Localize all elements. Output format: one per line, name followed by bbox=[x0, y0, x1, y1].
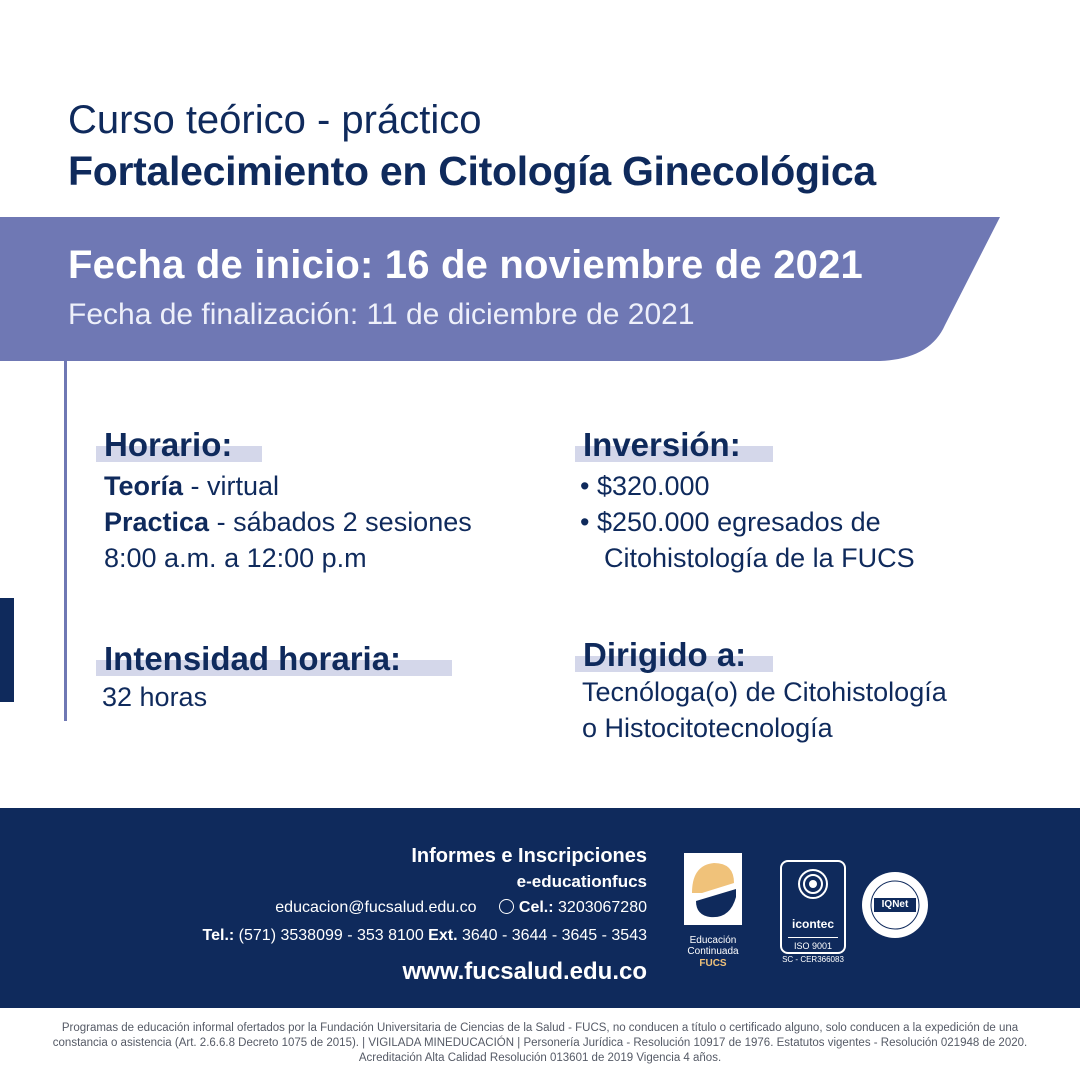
website-link[interactable]: www.fucsalud.edu.co bbox=[402, 958, 647, 985]
ext-numbers: 3640 - 3644 - 3645 - 3543 bbox=[461, 927, 647, 944]
price-item: • $250.000 egresados de bbox=[580, 507, 881, 537]
price-item: • $320.000 bbox=[580, 471, 710, 501]
date-banner bbox=[0, 217, 1000, 361]
iqnet-label: IQNet bbox=[881, 899, 909, 910]
whatsapp-icon bbox=[499, 899, 514, 914]
left-accent-bar bbox=[0, 598, 14, 702]
ec-label: Educación bbox=[689, 935, 737, 946]
ec-label: Continuada bbox=[687, 946, 739, 957]
tel-number[interactable]: (571) 3538099 - 353 8100 bbox=[238, 927, 424, 944]
iqnet-logo bbox=[860, 870, 930, 940]
intensidad-heading: Intensidad horaria: bbox=[104, 640, 401, 678]
icontec-label: icontec bbox=[791, 917, 834, 931]
course-title-block bbox=[68, 96, 876, 198]
start-date: Fecha de inicio: 16 de noviembre de 2021 bbox=[68, 243, 863, 287]
icontec-icon bbox=[782, 862, 844, 912]
contact-email-line bbox=[203, 894, 647, 922]
e-logo-icon bbox=[684, 853, 742, 929]
email-link[interactable]: educacion@fucsalud.edu.co bbox=[275, 899, 477, 916]
cel-number[interactable]: 3203067280 bbox=[558, 899, 647, 916]
social-handle[interactable]: e-educationfucs bbox=[516, 872, 647, 891]
certificate-code: SC - CER366083 bbox=[782, 955, 844, 964]
intensidad-value: 32 horas bbox=[102, 682, 208, 712]
dirigido-line: o Histocitotecnología bbox=[582, 713, 833, 743]
iso-label: ISO 9001 bbox=[788, 937, 838, 954]
contact-heading: Informes e Inscripciones bbox=[411, 845, 647, 867]
horario-details bbox=[104, 468, 472, 576]
legal-disclaimer: Programas de educación informal ofertados por la Fundación Universitaria de Ciencias de la Salud - FUCS, no conducen a título o certificado alguno, solo conducen a la expedición de una constancia o asistencia (Art. 2.6.6.8 Decreto 1075 de 2015). | VIGILADA MINEDUCACIÓN | Personería Jurídica - Resolución 10917 de 1976. Estatutos vigentes - Resolución 021948 de 2020. Acreditación Alta Calidad Resolución 013601 de 2019 Vigencia 4 años. bbox=[52, 1022, 1028, 1064]
end-date: Fecha de finalización: 11 de diciembre de 2021 bbox=[68, 298, 695, 331]
icontec-logo bbox=[780, 860, 846, 954]
cel-label: Cel.: bbox=[518, 899, 554, 916]
course-title: Fortalecimiento en Citología Ginecológica bbox=[68, 148, 876, 194]
horario-heading: Horario: bbox=[104, 426, 232, 464]
contact-tel-line bbox=[203, 922, 647, 950]
divider-line bbox=[64, 361, 67, 721]
dirigido-heading: Dirigido a: bbox=[583, 636, 746, 674]
time-line: 8:00 a.m. a 12:00 p.m bbox=[104, 543, 367, 573]
dirigido-details bbox=[582, 674, 947, 746]
tel-label: Tel.: bbox=[202, 927, 235, 944]
practica-line: Practica - sábados 2 sesiones bbox=[104, 507, 472, 537]
price-item-continued: Citohistología de la FUCS bbox=[604, 543, 915, 573]
inversion-heading: Inversión: bbox=[583, 426, 741, 464]
course-subtitle: Curso teórico - práctico bbox=[68, 98, 482, 142]
ec-label-fucs: FUCS bbox=[699, 958, 727, 969]
inversion-details bbox=[580, 468, 915, 576]
dirigido-line: Tecnóloga(o) de Citohistología bbox=[582, 677, 947, 707]
teoria-line: Teoría - virtual bbox=[104, 471, 280, 501]
contact-info bbox=[203, 842, 647, 994]
educacion-continuada-logo bbox=[684, 853, 742, 971]
ext-label: Ext. bbox=[428, 927, 458, 944]
